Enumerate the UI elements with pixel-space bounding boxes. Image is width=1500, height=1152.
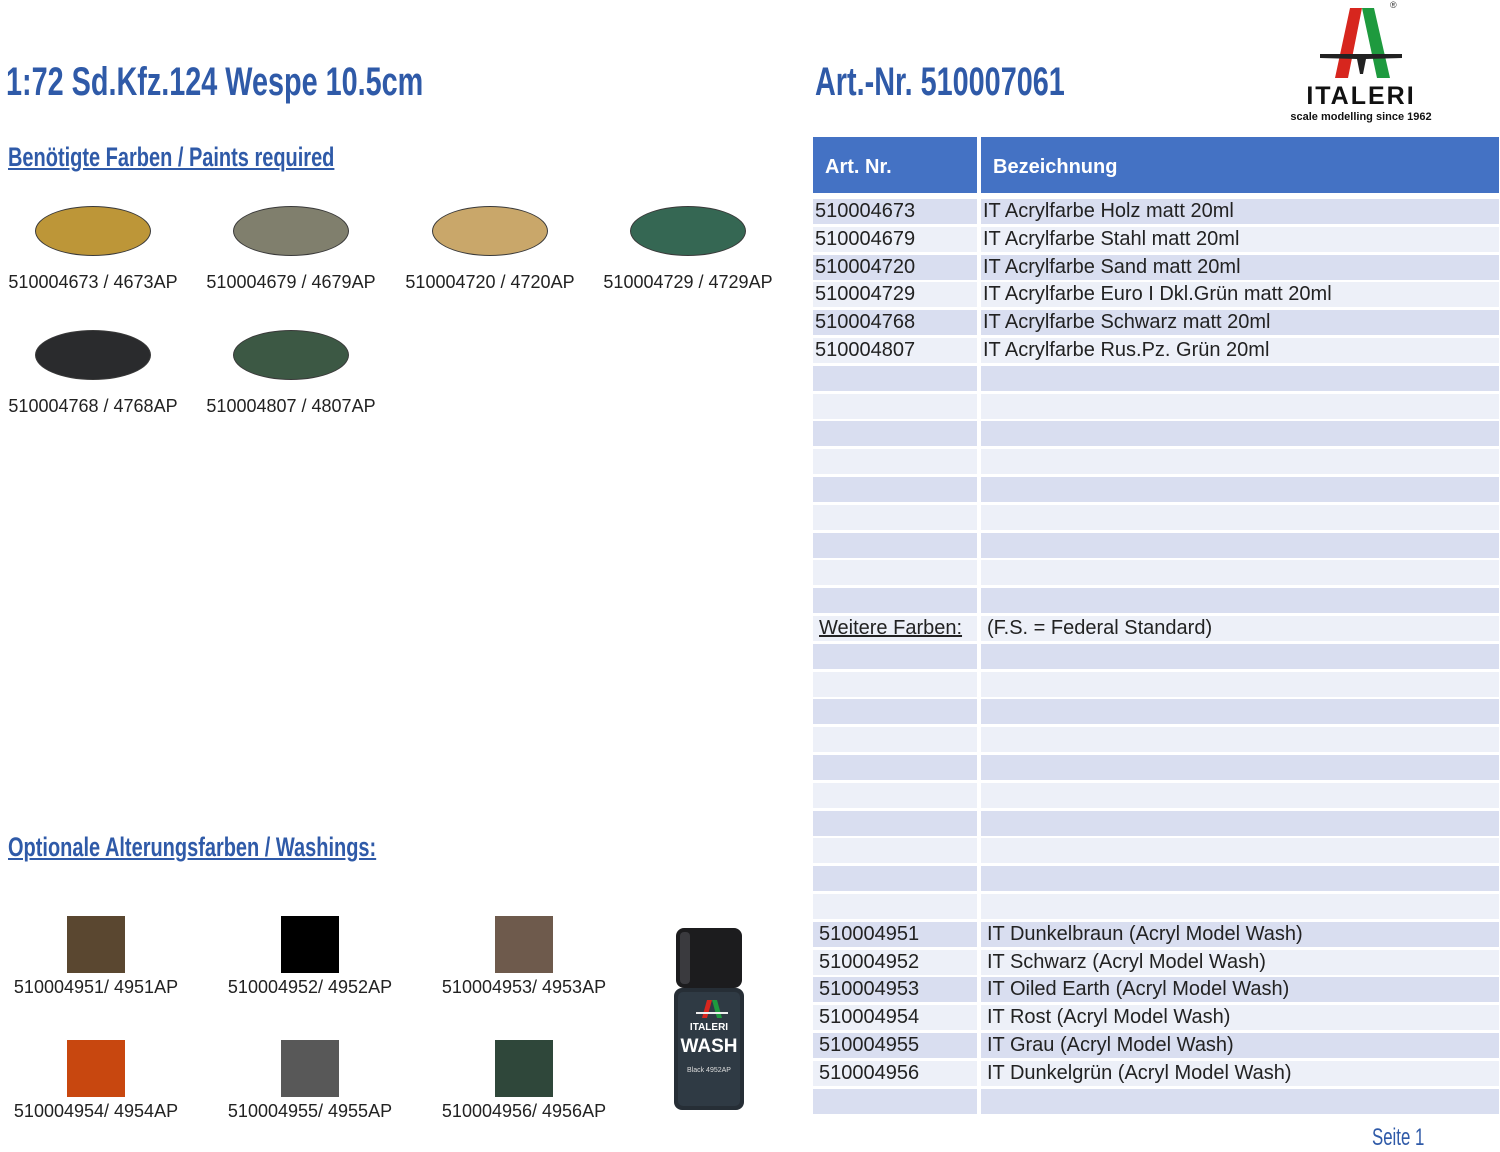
paint-code: 510004807 / 4807AP [206,396,376,416]
bezeichnung-text: IT Acrylfarbe Holz matt 20ml [983,200,1234,222]
cell-art-nr [813,727,977,752]
paint-color-oval [432,206,548,256]
wash-code: 510004952/ 4952AP [227,977,393,997]
logo-wordmark: ITALERI [1306,82,1416,110]
paint-color-oval [233,330,349,380]
paint-code: 510004720 / 4720AP [405,272,575,292]
cell-art-nr [813,255,977,280]
paint-color-oval [35,206,151,256]
table-row [813,1005,1499,1030]
cell-art-nr [813,366,977,391]
cell-art-nr [813,588,977,613]
cell-bezeichnung [981,588,1499,613]
cell-bezeichnung [981,310,1499,335]
table-row [813,838,1499,863]
cell-art-nr [813,227,977,252]
cell-bezeichnung [981,783,1499,808]
paint-swatch [589,206,787,293]
wash-swatch [0,916,203,998]
cell-art-nr [813,922,977,947]
cell-bezeichnung [981,560,1499,585]
wash-color-square [495,1040,553,1097]
paint-swatch [0,330,192,417]
bezeichnung-text: (F.S. = Federal Standard) [987,617,1213,639]
cell-bezeichnung [981,644,1499,669]
cell-bezeichnung [981,338,1499,363]
cell-art-nr [813,1033,977,1058]
logo-tagline: scale modelling since 1962 [1290,111,1432,123]
art-nr-text: 510004729 [815,283,916,306]
table-row [813,644,1499,669]
paint-code: 510004673 / 4673AP [8,272,178,292]
bezeichnung-text: IT Dunkelgrün (Acryl Model Wash) [987,1061,1292,1084]
cell-bezeichnung [981,1033,1499,1058]
table-row [813,505,1499,530]
cell-art-nr [813,560,977,585]
wash-swatch [417,916,631,998]
bezeichnung-text: IT Acrylfarbe Stahl matt 20ml [983,227,1240,250]
bezeichnung-text: IT Acrylfarbe Schwarz matt 20ml [983,311,1271,334]
cell-art-nr [813,699,977,724]
art-nr-text: 510004720 [815,255,916,278]
cell-art-nr [813,866,977,891]
art-nr-text: 510004954 [819,1006,920,1029]
bottle-brand: ITALERI [689,1022,729,1033]
table-row [813,477,1499,502]
cell-art-nr [813,838,977,863]
paints-heading: Benötigte Farben / Paints required [8,142,335,172]
wash-code: 510004953/ 4953AP [441,977,607,997]
cell-art-nr [813,672,977,697]
wash-code: 510004951/ 4951AP [13,977,179,997]
wash-swatch [203,916,417,998]
wash-code: 510004954/ 4954AP [13,1101,179,1121]
wash-swatch [203,1040,417,1122]
article-number: Art.-Nr. 510007061 [815,60,1065,104]
cell-bezeichnung [981,866,1499,891]
bezeichnung-text: IT Acrylfarbe Rus.Pz. Grün 20ml [983,339,1270,361]
bezeichnung-text: IT Dunkelbraun (Acryl Model Wash) [987,922,1303,945]
cell-art-nr [813,477,977,502]
cell-art-nr [813,755,977,780]
table-row [813,1061,1499,1086]
wash-color-square [281,1040,339,1097]
paint-code: 510004768 / 4768AP [8,396,178,416]
table-row [813,421,1499,446]
table-row [813,310,1499,335]
wash-color-square [281,916,339,973]
registered-mark: ® [1390,0,1397,10]
wash-color-square [495,916,553,973]
wash-color-square [67,1040,125,1097]
bezeichnung-text: IT Grau (Acryl Model Wash) [987,1034,1234,1056]
bezeichnung-text: IT Rost (Acryl Model Wash) [987,1006,1231,1029]
cell-bezeichnung [981,894,1499,919]
wash-code: 510004956/ 4956AP [441,1101,607,1121]
cell-art-nr [813,783,977,808]
table-row [813,811,1499,836]
washings-heading: Optionale Alterungsfarben / Washings: [8,832,377,862]
cell-bezeichnung [981,1005,1499,1030]
cell-art-nr [813,616,977,641]
cell-bezeichnung [981,477,1499,502]
column-header-art-nr: Art. Nr. [813,137,977,193]
product-title: 1:72 Sd.Kfz.124 Wespe 10.5cm [6,60,424,104]
table-row [813,950,1499,975]
cell-art-nr [813,811,977,836]
wash-color-square [67,916,125,973]
wash-swatch [0,1040,203,1122]
cell-bezeichnung [981,421,1499,446]
table-row [813,227,1499,252]
table-row [813,560,1499,585]
table-row [813,727,1499,752]
table-row [813,255,1499,280]
art-nr-text: 510004955 [819,1034,920,1056]
italeri-a-logo-icon [1290,2,1432,82]
bezeichnung-text: IT Schwarz (Acryl Model Wash) [987,950,1266,973]
table-row [813,199,1499,224]
paint-color-oval [630,206,746,256]
cell-bezeichnung [981,811,1499,836]
table-row [813,282,1499,307]
cell-bezeichnung [981,199,1499,224]
cell-bezeichnung [981,727,1499,752]
cell-art-nr [813,449,977,474]
art-nr-text: 510004679 [815,227,916,250]
cell-art-nr [813,310,977,335]
table-row [813,866,1499,891]
table-row [813,449,1499,474]
cell-art-nr [813,282,977,307]
cell-bezeichnung [981,699,1499,724]
cell-bezeichnung [981,449,1499,474]
art-nr-text: 510004952 [819,950,920,973]
art-nr-text: 510004807 [815,339,916,361]
art-nr-text: 510004953 [819,978,920,1001]
cell-bezeichnung [981,616,1499,641]
cell-bezeichnung [981,505,1499,530]
cell-art-nr [813,1061,977,1086]
paint-code: 510004679 / 4679AP [206,272,376,292]
table-row [813,338,1499,363]
cell-bezeichnung [981,366,1499,391]
table-row [813,922,1499,947]
cell-art-nr [813,644,977,669]
table-row [813,1089,1499,1114]
bezeichnung-text: IT Oiled Earth (Acryl Model Wash) [987,978,1290,1001]
cell-art-nr [813,199,977,224]
table-row [813,699,1499,724]
cell-bezeichnung [981,1089,1499,1114]
cell-bezeichnung [981,533,1499,558]
paint-swatch [391,206,589,293]
table-row [813,894,1499,919]
cell-art-nr [813,894,977,919]
art-nr-text: 510004673 [815,200,916,222]
bottle-product: WASH [680,1036,738,1057]
cell-art-nr [813,533,977,558]
art-nr-text: 510004768 [815,311,916,334]
cell-bezeichnung [981,255,1499,280]
cell-art-nr [813,421,977,446]
cell-bezeichnung [981,1061,1499,1086]
cell-bezeichnung [981,977,1499,1002]
wash-bottle-image [672,926,746,1112]
page-number: Seite 1 [1372,1124,1425,1151]
cell-bezeichnung [981,282,1499,307]
table-row [813,588,1499,613]
table-row [813,533,1499,558]
cell-art-nr [813,394,977,419]
wash-swatch [417,1040,631,1122]
cell-art-nr [813,950,977,975]
cell-bezeichnung [981,950,1499,975]
cell-art-nr [813,338,977,363]
table-row [813,755,1499,780]
paint-code: 510004729 / 4729AP [603,272,773,292]
cell-art-nr [813,1005,977,1030]
art-nr-text: 510004951 [819,922,920,945]
cell-bezeichnung [981,672,1499,697]
cell-art-nr [813,505,977,530]
paint-swatch [192,206,390,293]
table-row [813,977,1499,1002]
cell-bezeichnung [981,922,1499,947]
cell-art-nr [813,1089,977,1114]
cell-bezeichnung [981,394,1499,419]
paint-color-oval [233,206,349,256]
art-nr-text: 510004956 [819,1061,920,1084]
bottle-label: Black 4952AP [687,1067,731,1074]
paint-color-oval [35,330,151,380]
table-row [813,1033,1499,1058]
paint-swatch [192,330,390,417]
cell-art-nr [813,977,977,1002]
table-row [813,783,1499,808]
wash-code: 510004955/ 4955AP [227,1101,393,1121]
bezeichnung-text: IT Acrylfarbe Sand matt 20ml [983,255,1241,278]
paint-swatch [0,206,192,293]
table-row [813,672,1499,697]
table-row [813,366,1499,391]
column-header-bezeichnung: Bezeichnung [981,137,1499,193]
art-nr-text: Weitere Farben: [819,617,963,639]
cell-bezeichnung [981,227,1499,252]
italeri-logo [1290,2,1440,127]
table-row [813,394,1499,419]
bezeichnung-text: IT Acrylfarbe Euro I Dkl.Grün matt 20ml [983,283,1332,306]
cell-bezeichnung [981,755,1499,780]
cell-bezeichnung [981,838,1499,863]
table-row [813,616,1499,641]
